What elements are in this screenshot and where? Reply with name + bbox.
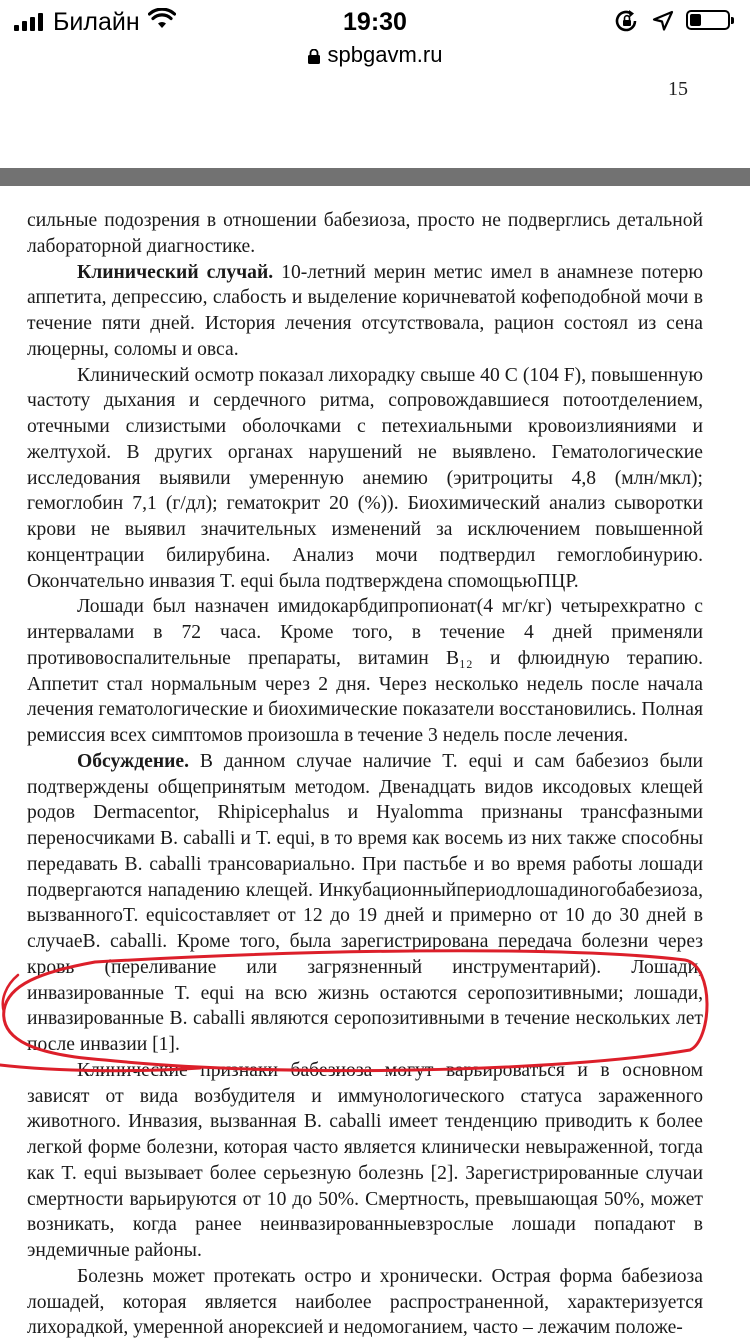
paragraph: Обсуждение. В данном случае наличие T. equi и сам бабезиоз были подтверждены общепринятым методом. Двенадцать видов иксодовых клещей родов Dermacentor, Rhipicephalus и Hyalomma признаны трансфазными переносчиками B. caballi и T. equi, в то время как восемь из них также способны передавать B. caballi трансовариально. При пастьбе и во время работы лошади подвергаются нападению клещей. Инкубационныйпериодлошадиногобабезиоза, вызванногоT. equiсоставляет от 12 до 19 дней и примерно от 10 до 30 дней в случаеB. caballi. Кроме того, была зарегистрирована передача болезни через кровь (переливание или загрязненный инструментарий). Лошади, инвазированные T. equi на всю жизнь остаются серопозитивными; лошади, инвазированные B. caballi являются серопозитивными в течение нескольких лет после инвазии [1].	[27, 750, 703, 1055]
paragraph: сильные подозрения в отношении бабезиоза, просто не подверглись детальной лабораторной диагностике.	[27, 210, 703, 257]
page-separator	[0, 168, 750, 186]
section-heading: Клинический случай.	[77, 261, 274, 283]
section-heading: Обсуждение.	[77, 750, 190, 772]
url-text: spbgavm.ru	[327, 42, 443, 67]
location-arrow-icon	[652, 10, 674, 32]
paragraph: Болезнь может протекать остро и хронически. Острая форма бабезиоза лошадей, которая является наиболее распространенной, характеризуется лихорадкой, умеренной анорексией и недомоганием, часто – лежачим положе-	[27, 1265, 703, 1339]
carrier-name: Билайн	[53, 8, 140, 36]
page-number: 15	[668, 78, 688, 100]
paragraph: Лошади был назначен имидокарбдипропионат(4 мг/кг) четырехкратно с интервалами в 72 часа. Кроме того, в течение 4 дней применяли противовоспалительные препараты, витамин B₁₂ и флюидную терапию. Аппетит стал нормальным через 2 дня. Через несколько недель после начала лечения гематологические и биохимические показатели восстановились. Полная ремиссия всех симптомов произошла в течение 3 недель после лечения.	[27, 596, 703, 746]
document-body	[27, 208, 703, 1341]
lock-icon	[308, 49, 320, 64]
rotation-lock-icon	[614, 9, 640, 33]
clock: 19:30	[343, 8, 407, 36]
status-bar	[0, 0, 750, 40]
battery-icon	[686, 10, 730, 30]
paragraph: Клинические признаки бабезиоза могут варьироваться и в основном зависят от вида возбудителя и иммунологического статуса зараженного животного. Инвазия, вызванная B. caballi имеет тенденцию приводить к более легкой форме болезни, которая часто является клинически невыраженной, тогда как T. equi вызывает более серьезную болезнь [2]. Зарегистрированные случаи смертности варьируются от 10 до 50%. Смертность, превышающая 50%, может возникать, когда ранее неинвазированныевзрослые лошади попадают в эндемичные районы.	[27, 1059, 703, 1261]
address-bar[interactable]	[0, 40, 750, 70]
paragraph: Клинический осмотр показал лихорадку свыше 40 С (104 F), повышенную частоту дыхания и сердечного ритма, сопровождавшиеся потоотделением, отечными слизистыми оболочками с петехиальными кровоизлияниями и желтухой. В других органах нарушений не выявлено. Гематологические исследования выявили умеренную анемию (эритроциты 4,8 (млн/мкл); гемоглобин 7,1 (г/дл); гематокрит 20 (%)). Биохимический анализ сыворотки крови не выявил значительных изменений за исключением повышенной концентрации билирубина. Анализ мочи подтвердил гемоглобинурию. Окончательно инвазия T. equi была подтверждена спомощьюПЦР.	[27, 364, 703, 592]
paragraph: Клинический случай. 10-летний мерин метис имел в анамнезе потерю аппетита, депрессию, слабость и выделение коричневатой кофеподобной мочи в течение пяти дней. История лечения отсутствовала, рацион состоял из сена люцерны, соломы и овса.	[27, 261, 703, 360]
